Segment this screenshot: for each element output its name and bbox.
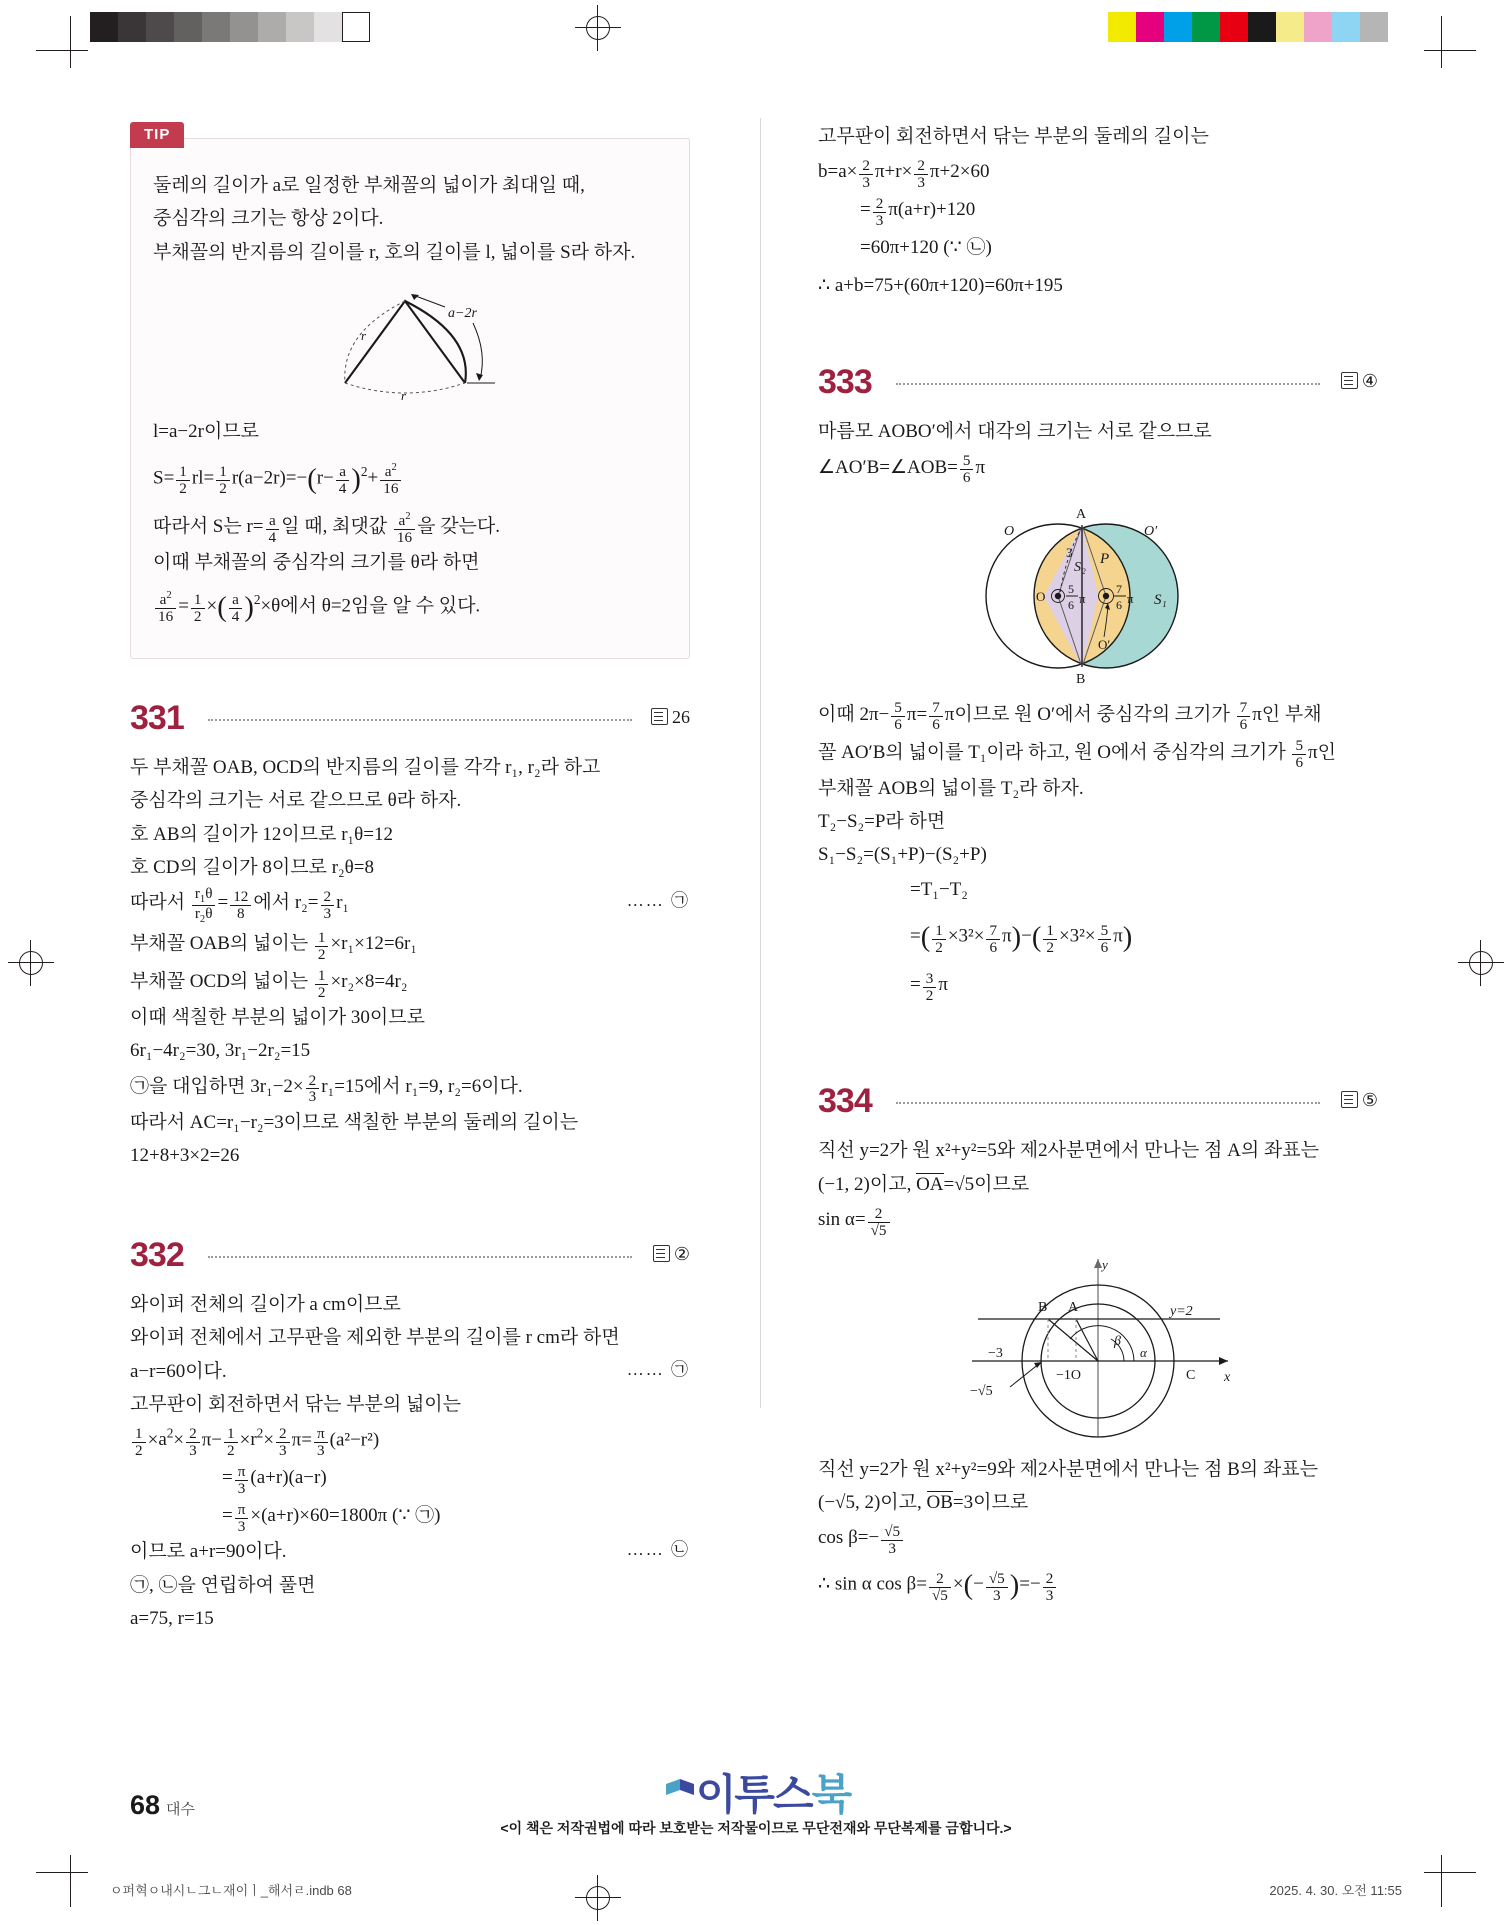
sector-svg	[305, 283, 515, 403]
problem-header-334	[818, 1082, 1378, 1124]
svg-text:6: 6	[1068, 597, 1074, 612]
color-swatch-4	[1220, 12, 1248, 42]
s334-line-3: sin α= $\frac{2}{√5}$	[818, 1201, 1378, 1239]
tip-eq-3-pre: 따라서 S는 r=	[153, 515, 264, 537]
color-swatch-9	[1360, 12, 1388, 42]
corner-mark-top-left	[36, 16, 88, 68]
s332c-line-1: 고무판이 회전하면서 닦는 부분의 둘레의 길이는	[818, 126, 1209, 147]
s333-line-9-a: ×3²×	[947, 925, 985, 947]
label-center-O-prime: O′	[1098, 636, 1111, 652]
problem-header-331	[130, 699, 690, 741]
svg-text:6: 6	[1116, 597, 1122, 612]
answer-333-value: ④	[1361, 371, 1378, 392]
s332-line-6: = $\frac{\pi}{3}$ (a+r)(a−r)	[222, 1463, 327, 1498]
date-mark: 2025. 4. 30. 오전 11:55	[1269, 1883, 1402, 1898]
s333-line-4: 꼴 AO′B의 넓이를 T₁이라 하고, 원 O에서 중심각의 크기가 $\frac{5}{6}$ π인	[818, 737, 1336, 772]
tip-eq-3-mid: 일 때, 최댓값	[281, 515, 388, 537]
label-r-bottom: r	[401, 387, 407, 403]
tip-eq-5: $\frac{a^2}{16}$ = $\frac{1}{2}$ ×( $\frac{a}{4}$ )$^2$×θ에서 θ=2임을 알 수 있다.	[153, 579, 667, 636]
s333-line-4-pre: 꼴 AO′B의 넓이를 T₁이라 하고, 원 O에서 중심각의 크기가	[818, 741, 1286, 763]
tip-header-rule	[211, 138, 689, 139]
s332-line-4: 고무판이 회전하면서 닦는 부분의 넓이는	[130, 1393, 462, 1415]
solution-332	[130, 1288, 690, 1635]
logo-accent: 북	[811, 1771, 851, 1818]
answer-331-value: 26	[672, 707, 690, 727]
tip-line-2-text: 중심각의 크기는 항상 2이다.	[153, 208, 384, 230]
label-S1: S₁	[1154, 591, 1167, 608]
page-subject: 대수	[166, 1801, 196, 1818]
figure-333	[818, 501, 1378, 686]
s333-line-3-post: π이므로 원 O′에서 중심각의 크기가	[944, 703, 1230, 725]
s332c-line-2-mid: π+r×	[874, 161, 913, 183]
answer-icon	[653, 1245, 670, 1262]
solution-331	[130, 751, 690, 1172]
s331-line-6-pre: 부채꼴 OAB의 넓이는	[130, 933, 309, 955]
s331-line-5-mid: 에서 r₂=	[253, 892, 319, 913]
s332-line-5-tail: (a²−r²)	[329, 1429, 380, 1451]
file-mark: ㅇ퍼혁ㅇ내시ㄴ그ㄴ재이ㅣ_해서ㄹ.indb 68	[110, 1883, 352, 1898]
coordinate-circles-svg	[948, 1253, 1248, 1443]
s331-line-9: 6r₁−4r₂=30, 3r₁−2r₂=15	[130, 1040, 311, 1062]
label-beta: β	[1114, 1333, 1121, 1349]
label-line-y-equals-2: y=2	[1170, 1303, 1193, 1319]
s333-line-3-tail: π인 부채	[1252, 703, 1322, 725]
problem-header-333	[818, 363, 1378, 405]
answer-334-value: ⑤	[1361, 1090, 1378, 1111]
tip-box	[130, 126, 690, 659]
s331-line-10-pre: ㉠을 대입하면 3r₁−2×	[130, 1075, 304, 1097]
s331-line-1: 두 부채꼴 OAB, OCD의 반지름의 길이를 각각 r₁, r₂라 하고	[130, 757, 601, 778]
page-number: 68	[130, 1790, 161, 1820]
s334-line-7-mid: ×	[952, 1573, 964, 1595]
color-swatch-0	[1108, 12, 1136, 42]
logo-text	[696, 1771, 850, 1818]
answer-332-value: ②	[673, 1244, 690, 1265]
tip-line-3	[153, 236, 667, 269]
s332-line-1: 와이퍼 전체의 길이가 a cm이므로	[130, 1294, 401, 1316]
s332c-line-3: = $\frac{2}{3}$ π(a+r)+120	[860, 195, 976, 230]
overline-OA: OA	[916, 1173, 944, 1195]
color-swatch-bar	[1108, 12, 1388, 42]
tip-eq-2: S= $\frac{1}{2}$ rl= $\frac{1}{2}$ r(a−2r)=−(r− $\frac{a}{4}$ )$^2$+ $\frac{a^2}{16}$	[153, 451, 667, 508]
s332-line-7: = $\frac{\pi}{3}$ ×(a+r)×60=1800π (∵ ㉠)	[222, 1501, 441, 1536]
svg-text:7: 7	[1116, 581, 1122, 596]
problem-number-334: 334	[818, 1082, 872, 1121]
s332-line-6-text: (a+r)(a−r)	[250, 1467, 327, 1489]
color-swatch-8	[1332, 12, 1360, 42]
label-circle-O: O	[1004, 523, 1015, 539]
s333-line-2-pre: ∠AO′B=∠AOB=	[818, 456, 958, 478]
logo-main: 이투스	[695, 1771, 812, 1818]
s334-line-1: 직선 y=2가 원 x²+y²=5와 제2사분면에서 만나는 점 A의 좌표는	[818, 1140, 1319, 1162]
label-C: C	[1186, 1367, 1196, 1383]
label-r-left: r	[361, 327, 367, 343]
problem-number-332: 332	[130, 1236, 184, 1275]
label-B: B	[1076, 671, 1086, 686]
s331-line-2: 중심각의 크기는 서로 같으므로 θ라 하자.	[130, 790, 462, 812]
tip-eq-5-post: ×θ에서 θ=2임을 알 수 있다.	[260, 595, 481, 617]
s333-line-3: 이때 2π− $\frac{5}{6}$ π= $\frac{7}{6}$ π이므로 원 O′에서 중심각의 크기가 $\frac{7}{6}$ π인 부채	[818, 699, 1322, 734]
s331-line-5-pre: 따라서	[130, 892, 186, 913]
s334-line-7: ∴ sin α cos β= $\frac{2}{√5}$ ×(− $\frac{√5}{3}$ )=− $\frac{2}{3}$	[818, 1557, 1378, 1614]
color-swatch-6	[1276, 12, 1304, 42]
problem-rule-332	[208, 1256, 632, 1258]
s333-line-1: 마름모 AOBO′에서 대각의 크기는 서로 같으므로	[818, 421, 1212, 443]
label-P: P	[1100, 550, 1110, 567]
s333-line-7: S₁−S₂=(S₁+P)−(S₂+P)	[818, 844, 987, 865]
crosshair-top	[575, 5, 621, 51]
answer-332	[653, 1244, 690, 1265]
s332-line-10: a=75, r=15	[130, 1607, 214, 1629]
corner-mark-bottom-left	[36, 1855, 88, 1907]
s332-line-3	[130, 1355, 690, 1388]
tip-sector-figure	[153, 283, 667, 403]
book-icon	[662, 1775, 698, 1801]
label-A: A	[1076, 506, 1087, 522]
s332c-line-4: =60π+120 (∵ ㉡)	[860, 237, 992, 259]
s332-line-2: 와이퍼 전체에서 고무판을 제외한 부분의 길이를 r cm라 하면	[130, 1327, 620, 1349]
left-column	[130, 120, 690, 1635]
s333-line-10-post: π	[938, 974, 948, 996]
problem-number-333: 333	[818, 363, 872, 402]
label-S2: S₂	[1074, 559, 1086, 575]
crosshair-left	[8, 940, 54, 986]
s332-line-8	[130, 1535, 690, 1568]
label-circle-O-prime: O′	[1144, 523, 1158, 539]
s333-line-5: 부채꼴 AOB의 넓이를 T₂라 하자.	[818, 777, 1084, 799]
gray-swatch-7	[286, 12, 314, 42]
copyright-notice: <이 책은 저작권법에 따라 보호받는 저작물이므로 무단전재와 무단복제를 금합니다.>	[500, 1820, 1012, 1836]
tip-eq-3-post: 을 갖는다.	[417, 515, 501, 537]
tip-eq-2-lhs: S=	[153, 467, 175, 489]
s332c-line-5: ∴ a+b=75+(60π+120)=60π+195	[818, 275, 1063, 297]
problem-rule-334	[896, 1102, 1320, 1104]
s334-line-4: 직선 y=2가 원 x²+y²=9와 제2사분면에서 만나는 점 B의 좌표는	[818, 1458, 1318, 1480]
crosshair-right	[1458, 940, 1504, 986]
label-center-O: O	[1036, 588, 1046, 604]
gray-swatch-9	[342, 12, 370, 42]
s331-line-6: 부채꼴 OAB의 넓이는 $\frac{1}{2}$ ×r₁×12=6r₁	[130, 929, 417, 963]
publisher-logo	[0, 1762, 1512, 1822]
gray-swatch-1	[118, 12, 146, 42]
gray-swatch-6	[258, 12, 286, 42]
s331-line-10-post: r₁=15에서 r₁=9, r₂=6이다.	[321, 1075, 523, 1097]
color-swatch-2	[1164, 12, 1192, 42]
s331-line-11	[130, 1106, 690, 1139]
s333-line-9-d: π	[1113, 925, 1123, 947]
problem-rule-331	[208, 719, 632, 721]
label-minus-3: −3	[988, 1345, 1003, 1361]
s332-ref-1: …… ㉠	[626, 1359, 690, 1379]
s331-line-5: …… ㉠ 따라서 $\frac{r_1\theta}{r_2\theta}$ = $\frac{12}{8}$ 에서 r₂= $\frac{2}{3}$ r₁	[130, 884, 690, 925]
s331-line-12: 12+8+3×2=26	[130, 1144, 240, 1166]
s332c-line-2: b=a× $\frac{2}{3}$ π+r× $\frac{2}{3}$ π+2×60	[818, 157, 990, 192]
gray-swatch-5	[230, 12, 258, 42]
color-swatch-7	[1304, 12, 1332, 42]
corner-mark-bottom-right	[1424, 1855, 1476, 1907]
s331-line-4: 호 CD의 길이가 8이므로 r₂θ=8	[130, 856, 374, 878]
column-divider	[760, 118, 761, 1408]
tip-eq-4	[153, 546, 667, 579]
s334-line-5: (−√5, 2)이고, OB=3이므로	[818, 1492, 1029, 1513]
s333-line-8: =T₁−T₂	[910, 879, 968, 901]
figure-334	[818, 1253, 1378, 1443]
s332c-line-3-post: π(a+r)+120	[888, 199, 976, 221]
svg-text:π: π	[1127, 590, 1134, 606]
tip-eq-3: 따라서 S는 r= $\frac{a}{4}$ 일 때, 최댓값 $\frac{a^2}{16}$ 을 갖는다.	[153, 510, 501, 546]
color-swatch-1	[1136, 12, 1164, 42]
tip-eq-4-text: 이때 부채꼴의 중심각의 크기를 θ라 하면	[153, 551, 480, 573]
gray-swatch-2	[146, 12, 174, 42]
answer-icon	[651, 708, 668, 725]
label-x-axis: x	[1224, 1369, 1231, 1385]
s332c-line-2-lhs: b=a×	[818, 161, 858, 183]
tip-line-3-text: 부채꼴의 반지름의 길이를 r, 호의 길이를 l, 넓이를 S라 하자.	[153, 241, 636, 263]
answer-333	[1341, 371, 1378, 392]
s333-line-9-c: ×3²×	[1058, 925, 1096, 947]
label-minus-1-O: −1O	[1056, 1367, 1082, 1383]
tip-eq-1	[153, 413, 667, 451]
grayscale-swatch-bar	[90, 12, 370, 42]
color-swatch-5	[1248, 12, 1276, 42]
s331-ref-1: …… ㉠	[626, 891, 690, 910]
s334-line-7-post: =−	[1019, 1573, 1041, 1595]
s334-line-6: cos β=− $\frac{√5}{3}$	[818, 1519, 1378, 1557]
corner-mark-top-right	[1424, 16, 1476, 68]
s334-line-3-pre: sin α=	[818, 1208, 866, 1230]
overline-OB: OB	[926, 1492, 953, 1513]
s331-line-7-post: ×r₂×8=4r₂	[330, 971, 408, 993]
problem-header-332	[130, 1236, 690, 1278]
answer-334	[1341, 1090, 1378, 1111]
solution-333	[818, 415, 1378, 1004]
crosshair-bottom	[575, 1875, 621, 1921]
s331-line-7-pre: 부채꼴 OCD의 넓이는	[130, 971, 309, 993]
s331-line-3: 호 AB의 길이가 12이므로 r₁θ=12	[130, 823, 393, 845]
s331-line-10: ㉠을 대입하면 3r₁−2× $\frac{2}{3}$ r₁=15에서 r₁=9, r₂=6이다.	[130, 1071, 523, 1106]
solution-334	[818, 1134, 1378, 1614]
tip-line-1-text: 둘레의 길이가 a로 일정한 부채꼴의 넓이가 최대일 때,	[153, 175, 585, 196]
s331-line-5-post: r₁	[336, 892, 350, 913]
tip-line-2	[153, 202, 667, 235]
s333-line-9: =( $\frac{1}{2}$ ×3²× $\frac{7}{6}$ π)−( $\frac{1}{2}$ ×3²× $\frac{5}{6}$ π)	[910, 921, 1133, 956]
s331-line-11-text: 따라서 AC=r₁−r₂=3이므로 색칠한 부분의 둘레의 길이는	[130, 1111, 579, 1133]
two-circles-svg	[948, 501, 1248, 686]
s333-line-9-b: π	[1002, 925, 1012, 947]
s332c-line-2-post: π+2×60	[929, 161, 990, 183]
gray-swatch-0	[90, 12, 118, 42]
label-minus-sqrt5: −√5	[970, 1383, 993, 1399]
solution-332-continued	[818, 120, 1378, 305]
s331-line-6-post: ×r₁×12=6r₁	[330, 933, 417, 955]
s332-ref-2: …… ㉡	[626, 1540, 690, 1560]
answer-331	[651, 707, 690, 728]
s332-line-9: ㉠, ㉡을 연립하여 풀면	[130, 1574, 316, 1596]
s333-line-6: T₂−S₂=P라 하면	[818, 810, 946, 832]
svg-text:π: π	[1079, 590, 1086, 606]
s333-line-2: ∠AO′B=∠AOB= $\frac{5}{6}$ π	[818, 452, 986, 487]
s333-line-2-post: π	[975, 456, 986, 478]
tip-eq-1-text: l=a−2r이므로	[153, 420, 260, 442]
s333-line-10: = $\frac{3}{2}$ π	[910, 970, 948, 1005]
s332-line-3-text: a−r=60이다.	[130, 1360, 227, 1382]
label-arc: a−2r	[448, 305, 477, 321]
problem-rule-333	[896, 383, 1320, 385]
answer-icon	[1341, 372, 1358, 389]
label-alpha: α	[1140, 1344, 1147, 1360]
label-B: B	[1038, 1299, 1048, 1315]
gray-swatch-3	[174, 12, 202, 42]
tip-label: TIP	[130, 122, 184, 148]
color-swatch-3	[1192, 12, 1220, 42]
svg-text:5: 5	[1068, 581, 1074, 596]
s331-line-7: 부채꼴 OCD의 넓이는 $\frac{1}{2}$ ×r₂×8=4r₂	[130, 967, 408, 1001]
answer-icon	[1341, 1091, 1358, 1108]
gray-swatch-8	[314, 12, 342, 42]
s332-line-8-text: 이므로 a+r=90이다.	[130, 1541, 287, 1563]
label-y-axis: y	[1102, 1256, 1108, 1272]
gray-swatch-4	[202, 12, 230, 42]
s333-line-3-mid: π=	[906, 703, 928, 725]
s332-line-5: $\frac{1}{2}$ $\times a^2\times$ $\frac{2}{3}$ π− $\frac{1}{2}$ $\times r^2\times$ $\frac{2}{3}$ π= $\frac{\pi}{3}$ (a²−r²)	[130, 1421, 690, 1459]
s334-line-2: (−1, 2)이고, OA=√5이므로	[818, 1173, 1030, 1195]
s333-line-4-post: π인	[1308, 741, 1336, 763]
s334-line-7-pre: ∴ sin α cos β=	[818, 1573, 927, 1595]
s331-line-8: 이때 색칠한 부분의 넓이가 30이므로	[130, 1007, 425, 1029]
label-radius-3: 3	[1066, 544, 1073, 560]
s333-line-3-pre: 이때 2π−	[818, 703, 890, 725]
label-A: A	[1068, 1299, 1079, 1315]
s332-line-7-text: ×(a+r)×60=1800π (∵ ㉠)	[250, 1505, 441, 1527]
right-column	[818, 120, 1378, 1614]
tip-line-1	[153, 169, 667, 202]
problem-number-331: 331	[130, 699, 184, 737]
s334-line-6-pre: cos β=−	[818, 1527, 880, 1549]
